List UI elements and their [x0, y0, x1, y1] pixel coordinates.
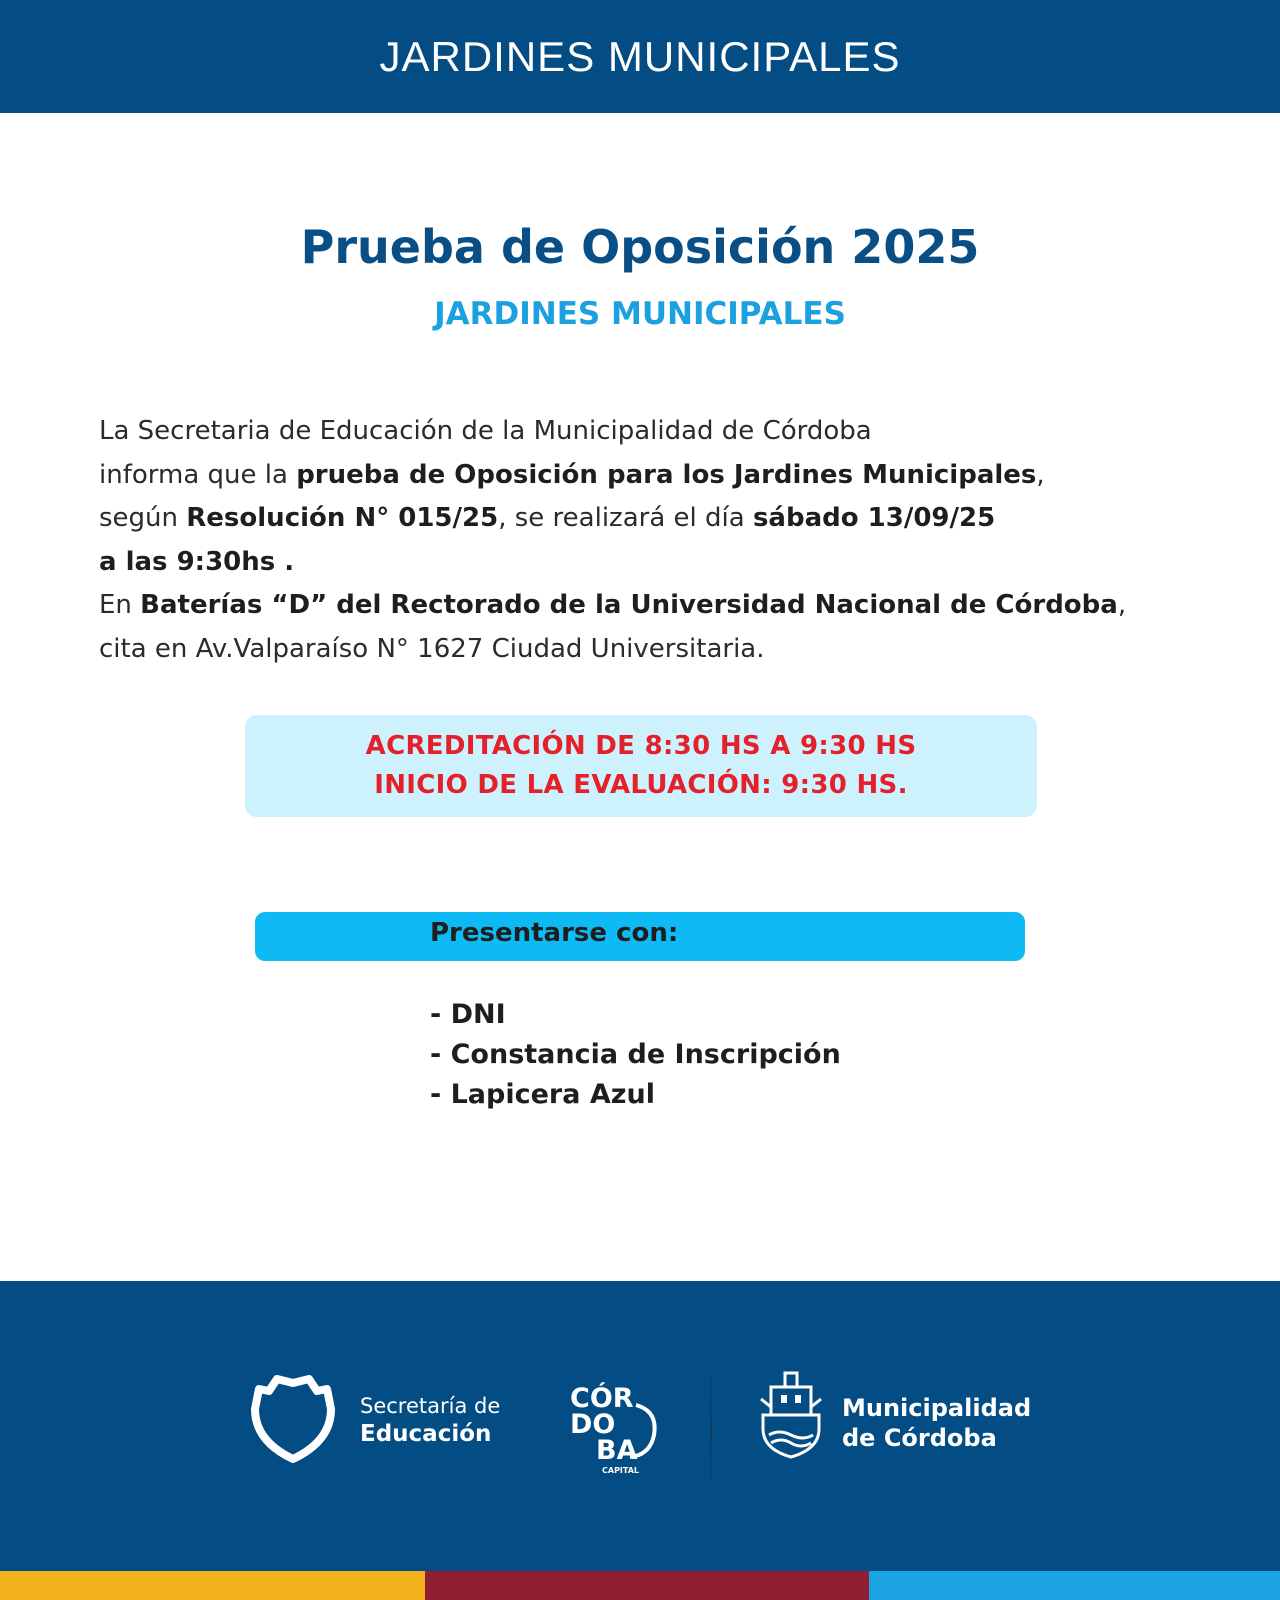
cordoba-capital-logo-icon	[566, 1377, 666, 1477]
page-subtitle: JARDINES MUNICIPALES	[434, 296, 846, 332]
top-banner	[0, 0, 1280, 113]
svg-text:BA: BA	[596, 1435, 638, 1466]
text-segment: ,	[1117, 590, 1127, 620]
resolution-number: Resolución N° 015/25	[186, 503, 499, 533]
list-item: - DNI	[430, 999, 506, 1030]
education-line-2: Educación	[360, 1421, 492, 1447]
requirements-label: Presentarse con:	[430, 918, 679, 948]
announcement-line-4	[99, 541, 1259, 585]
banner-title: JARDINES MUNICIPALES	[379, 32, 901, 80]
text-segment: según	[99, 503, 187, 533]
list-item: - Lapicera Azul	[430, 1079, 655, 1110]
footer-divider	[710, 1359, 712, 1499]
education-shield-icon	[245, 1369, 341, 1465]
text-segment: ,	[1036, 459, 1045, 490]
announcement-line-2	[99, 454, 1259, 498]
evaluation-start: INICIO DE LA EVALUACIÓN: 9:30 HS.	[374, 770, 908, 800]
announcement-line-3	[99, 497, 1259, 541]
education-line-1: Secretaría de	[360, 1394, 501, 1418]
announcement-line-1: La Secretaria de Educación de la Municipalidad de Córdoba	[99, 416, 872, 446]
announcement-line-6: cita en Av.Valparaíso N° 1627 Ciudad Universitaria.	[99, 633, 765, 664]
exam-time: a las 9:30hs .	[99, 546, 295, 577]
text-segment: En	[99, 590, 141, 620]
announcement-line-5	[99, 584, 1259, 628]
list-item: - Constancia de Inscripción	[430, 1039, 841, 1070]
svg-text:CÓR: CÓR	[570, 1383, 634, 1414]
municipality-crest-icon	[757, 1371, 825, 1459]
schedule-box	[245, 715, 1037, 817]
text-bold: prueba de Oposición para los Jardines Municipales	[296, 459, 1037, 490]
exam-location: Baterías “D” del Rectorado de la Universidad Nacional de Córdoba	[140, 590, 1118, 620]
strip-blue	[869, 1571, 1280, 1600]
text-segment: informa que la	[99, 459, 297, 490]
requirements-header	[255, 912, 1025, 961]
color-strip	[0, 1571, 1280, 1600]
education-logo-text	[360, 1393, 500, 1448]
page-title: Prueba de Oposición 2025	[300, 220, 980, 274]
accreditation-time: ACREDITACIÓN DE 8:30 HS A 9:30 HS	[365, 731, 917, 761]
exam-date: sábado 13/09/25	[752, 503, 996, 533]
requirements-list	[430, 995, 841, 1115]
municipality-logo-text	[842, 1393, 1031, 1453]
strip-red	[425, 1571, 869, 1600]
footer	[0, 1281, 1280, 1571]
text-segment: , se realizará el día	[498, 503, 753, 533]
svg-text:CAPITAL: CAPITAL	[602, 1466, 640, 1475]
announcement-text	[99, 410, 1259, 671]
strip-yellow	[0, 1571, 425, 1600]
svg-text:DO: DO	[570, 1409, 616, 1440]
municipality-line-1: Municipalidad	[842, 1394, 1032, 1422]
municipality-line-2: de Córdoba	[842, 1424, 997, 1452]
